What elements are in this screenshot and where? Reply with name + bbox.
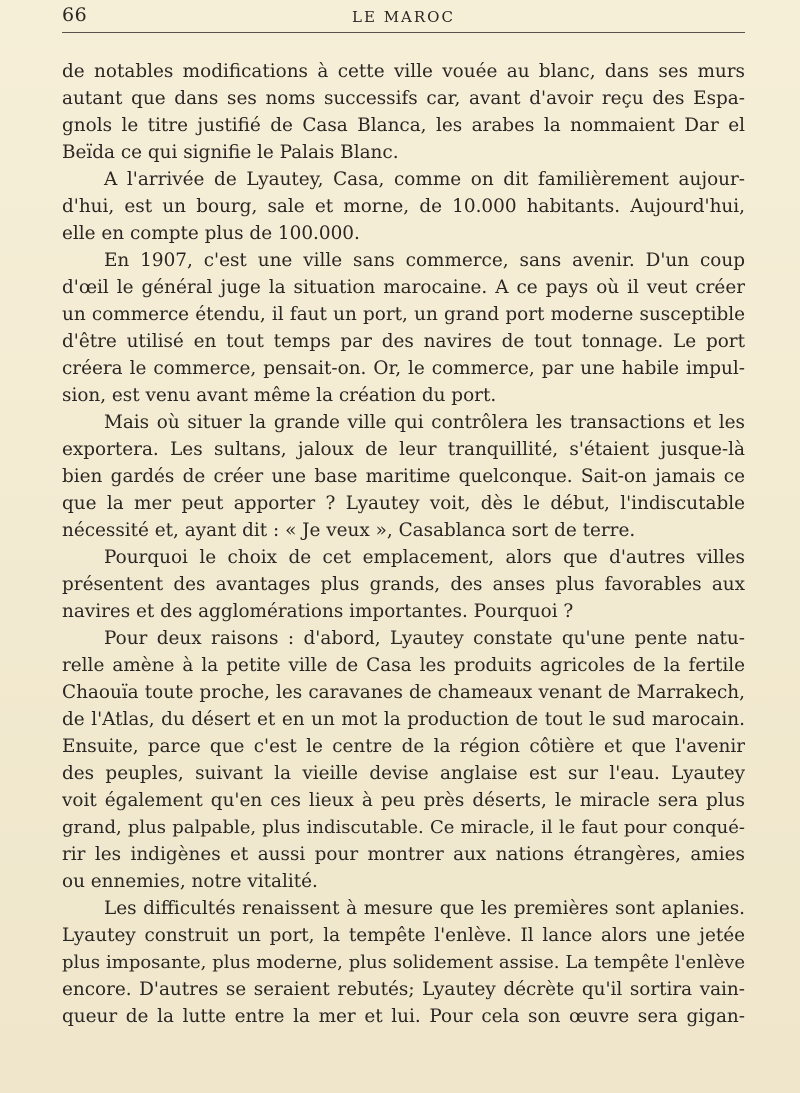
- text-line: sion, est venu avant même la création du port.: [62, 385, 497, 406]
- text-line: ou ennemies, notre vitalité.: [62, 871, 318, 892]
- text-line: nécessité et, ayant dit : « Je veux », Casablanca sort de terre.: [62, 520, 636, 541]
- text-line: encore. D'autres se seraient rebutés; Lyautey décrète qu'il sortira vain-: [62, 979, 745, 1000]
- text-line: de notables modifications à cette ville vouée au blanc, dans ses murs: [62, 61, 745, 82]
- page-number: 66: [62, 4, 88, 26]
- text-line: d'être utilisé en tout temps par des navires de tout tonnage. Le port: [62, 331, 745, 352]
- text-line: d'œil le général juge la situation marocaine. A ce pays où il veut créer: [62, 277, 745, 298]
- text-line: Beïda ce qui signifie le Palais Blanc.: [62, 142, 399, 163]
- text-line: grand, plus palpable, plus indiscutable. Ce miracle, il le faut pour conqué-: [62, 817, 745, 838]
- text-line: Les difficultés renaissent à mesure que les premières sont aplanies.: [104, 898, 745, 919]
- text-line: Pour deux raisons : d'abord, Lyautey constate qu'une pente natu-: [104, 628, 745, 649]
- text-line: bien gardés de créer une base maritime quelconque. Sait-on jamais ce: [62, 466, 745, 487]
- text-line: elle en compte plus de 100.000.: [62, 223, 360, 244]
- text-line: navires et des agglomérations importantes. Pourquoi ?: [62, 601, 574, 622]
- text-line: exportera. Les sultans, jaloux de leur tranquillité, s'étaient jusque-là: [62, 439, 745, 460]
- text-line: créera le commerce, pensait-on. Or, le commerce, par une habile impul-: [62, 358, 745, 379]
- text-line: un commerce étendu, il faut un port, un grand port moderne susceptible: [62, 304, 745, 325]
- text-line: Mais où situer la grande ville qui contrôlera les transactions et les: [104, 412, 745, 433]
- text-line: rir les indigènes et aussi pour montrer aux nations étrangères, amies: [62, 844, 745, 865]
- text-line: A l'arrivée de Lyautey, Casa, comme on dit familièrement aujour-: [104, 169, 745, 190]
- text-line: que la mer peut apporter ? Lyautey voit, dès le début, l'indiscutable: [62, 493, 745, 514]
- text-line: relle amène à la petite ville de Casa les produits agricoles de la fertile: [62, 655, 745, 676]
- running-title: LE MAROC: [352, 8, 455, 26]
- text-line: Ensuite, parce que c'est le centre de la région côtière et que l'avenir: [62, 736, 745, 757]
- text-line: plus imposante, plus moderne, plus solidement assise. La tempête l'enlève: [62, 952, 745, 973]
- text-line: Chaouïa toute proche, les caravanes de chameaux venant de Marrakech,: [62, 682, 745, 703]
- text-line: gnols le titre justifié de Casa Blanca, les arabes la nommaient Dar el: [62, 115, 745, 136]
- header-rule: [62, 32, 745, 33]
- text-line: d'hui, est un bourg, sale et morne, de 10.000 habitants. Aujourd'hui,: [62, 196, 745, 217]
- text-line: des peuples, suivant la vieille devise anglaise est sur l'eau. Lyautey: [62, 763, 745, 784]
- text-line: En 1907, c'est une ville sans commerce, sans avenir. D'un coup: [104, 250, 745, 271]
- running-head: [62, 4, 745, 30]
- body-text: [62, 58, 745, 1030]
- text-line: autant que dans ses noms successifs car, avant d'avoir reçu des Espa-: [62, 88, 745, 109]
- text-line: queur de la lutte entre la mer et lui. Pour cela son œuvre sera gigan-: [62, 1006, 745, 1027]
- text-line: Lyautey construit un port, la tempête l'enlève. Il lance alors une jetée: [62, 925, 745, 946]
- text-line: de l'Atlas, du désert et en un mot la production de tout le sud marocain.: [62, 709, 745, 730]
- text-line: présentent des avantages plus grands, des anses plus favorables aux: [62, 574, 745, 595]
- text-line: voit également qu'en ces lieux à peu près déserts, le miracle sera plus: [62, 790, 745, 811]
- text-line: Pourquoi le choix de cet emplacement, alors que d'autres villes: [104, 547, 745, 568]
